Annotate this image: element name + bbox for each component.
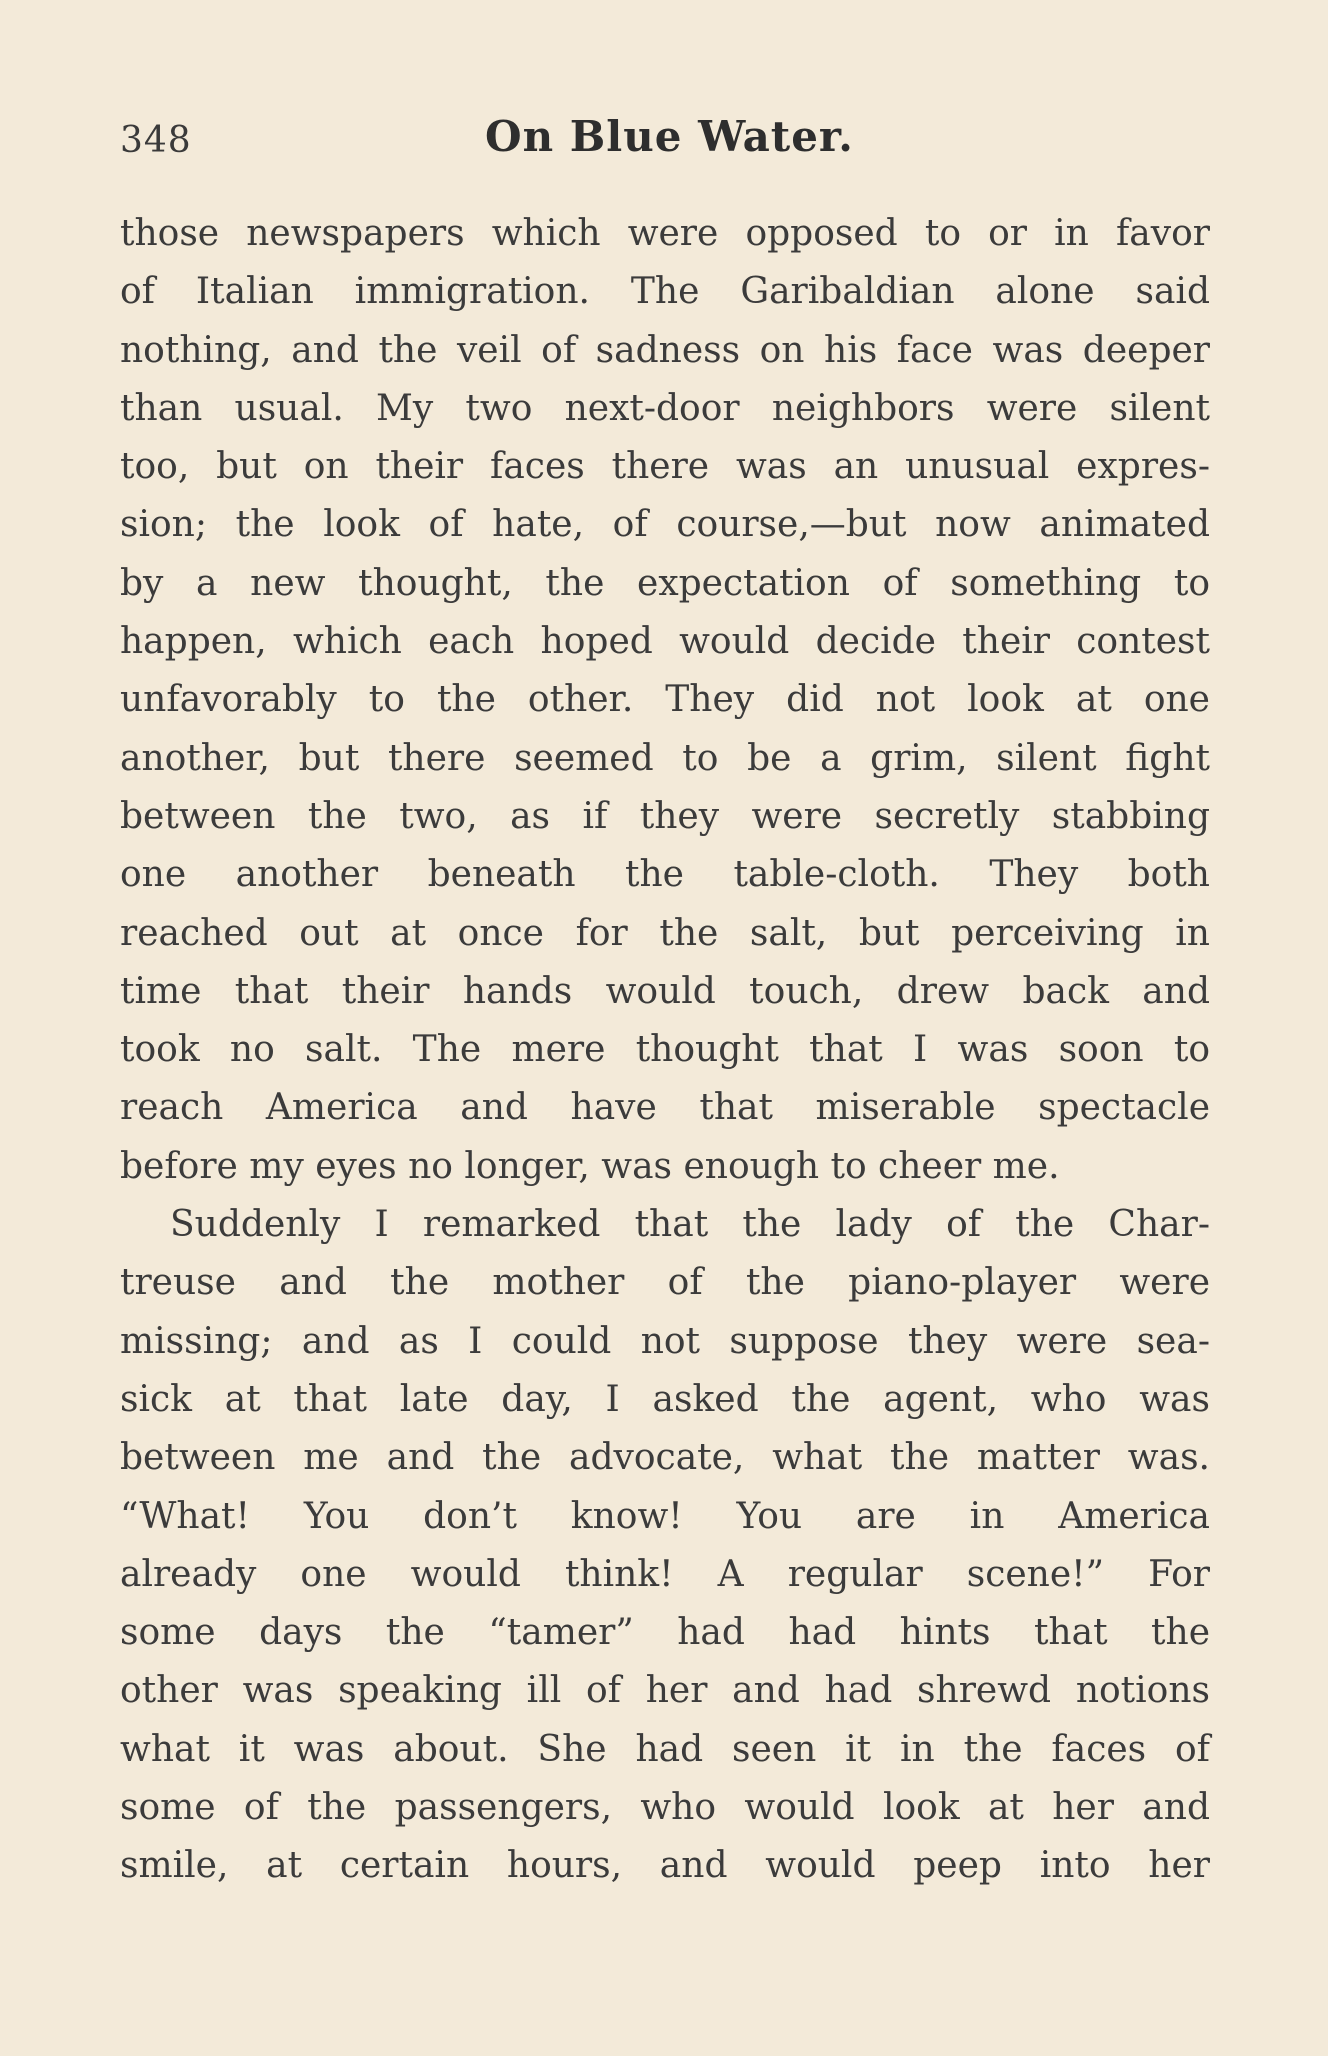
- text-line: missing; and as I could not suppose they were sea-: [120, 1320, 1210, 1362]
- text-line: between me and the advocate, what the matter was.: [120, 1437, 1210, 1479]
- running-title: On Blue Water.: [485, 112, 854, 161]
- text-line: smile, at certain hours, and would peep into her: [120, 1845, 1210, 1887]
- text-line: before my eyes no longer, was enough to cheer me.: [120, 1145, 1060, 1187]
- text-line: treuse and the mother of the piano-player were: [120, 1262, 1210, 1304]
- text-line: some days the “tamer” had had hints that the: [120, 1612, 1210, 1654]
- body-text: [120, 205, 1210, 1896]
- page-number: 348: [120, 120, 192, 161]
- text-line: those newspapers which were opposed to or in favor: [120, 213, 1210, 254]
- text-line: happen, which each hoped would decide their contest: [120, 621, 1210, 663]
- text-line: by a new thought, the expectation of something to: [120, 562, 1210, 604]
- text-line: time that their hands would touch, drew back and: [120, 970, 1210, 1012]
- text-line: of Italian immigration. The Garibaldian alone said: [120, 271, 1210, 313]
- text-line: too, but on their faces there was an unusual expres-: [120, 446, 1210, 488]
- text-line: reach America and have that miserable spectacle: [120, 1087, 1210, 1129]
- text-line: sick at that late day, I asked the agent, who was: [120, 1378, 1210, 1420]
- text-line: what it was about. She had seen it in the faces of: [120, 1728, 1210, 1770]
- text-line: some of the passengers, who would look at her and: [120, 1787, 1210, 1829]
- text-line: nothing, and the veil of sadness on his face was deeper: [120, 329, 1210, 371]
- text-line: reached out at once for the salt, but perceiving in: [120, 912, 1210, 954]
- text-line-paragraph-start: Suddenly I remarked that the lady of the Char-: [170, 1204, 1210, 1246]
- text-line: other was speaking ill of her and had shrewd notions: [120, 1670, 1210, 1712]
- text-line: already one would think! A regular scene!” For: [120, 1553, 1210, 1595]
- text-line: one another beneath the table-cloth. They both: [120, 854, 1210, 896]
- text-line: than usual. My two next-door neighbors were silent: [120, 387, 1210, 429]
- text-line: another, but there seemed to be a grim, silent fight: [120, 737, 1210, 779]
- text-line: took no salt. The mere thought that I was soon to: [120, 1029, 1210, 1071]
- text-line: between the two, as if they were secretly stabbing: [120, 795, 1210, 837]
- text-line: sion; the look of hate, of course,—but now animated: [120, 504, 1210, 546]
- text-line: “What! You don’t know! You are in America: [120, 1495, 1210, 1537]
- page-header: [120, 112, 1210, 172]
- text-line: unfavorably to the other. They did not look at one: [120, 679, 1210, 721]
